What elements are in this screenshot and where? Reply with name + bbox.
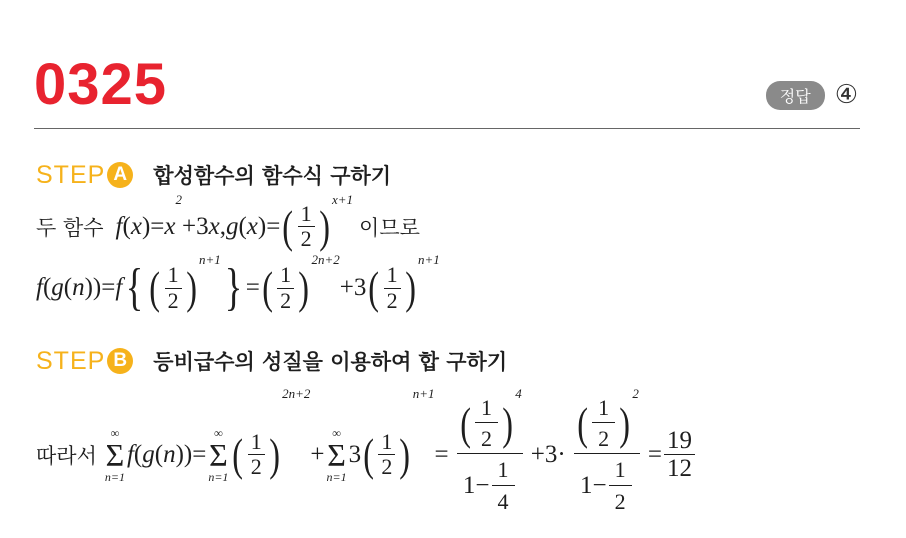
sigma-symbol: ∞ Σ n=1 [208,425,229,484]
series-sum-line: 따라서 ∞ Σ n=1 f(g(n))= ∞ Σ n=1 ( $\frac{1}{2}$ ) 2n+2 + ∞ Σ n=1 3 ( $\frac{1}{2}$ ) n+1 = ( $\frac{1}{2}$ ) 4 1− $\frac{1}{4}$ +3· ( $\frac{1}{2}$ ) 2 1− $\frac{1}{2}$ = $\frac{19}{12}$ [36,396,697,514]
line-prefix: 따라서 [36,443,97,468]
answer-group [766,80,858,110]
sigma-symbol: ∞ Σ n=1 [104,425,125,484]
fraction-half: $\frac{1}{2}$ [298,202,315,251]
geometric-series-fraction-2: ( $\frac{1}{2}$ ) 2 1− $\frac{1}{2}$ [569,396,645,514]
problem-number: 0325 [34,52,168,117]
answer-badge: 정답 [766,81,825,110]
step-label: STEP [36,346,106,375]
step-b-heading [36,346,507,376]
sigma-symbol: ∞ Σ n=1 [326,425,347,484]
fraction-half: $\frac{1}{2}$ [384,263,401,312]
step-title: 합성함수의 함수식 구하기 [153,164,392,188]
composite-function-line: f(g(n))=f { ( $\frac{1}{2}$ ) n+1 } = ( $\frac{1}{2}$ ) 2n+2 +3 ( $\frac{1}{2}$ ) n+1 [36,252,440,316]
geometric-series-fraction-1: ( $\frac{1}{2}$ ) 4 1− $\frac{1}{4}$ [452,396,528,514]
step-a-heading [36,160,391,190]
fraction-half: $\frac{1}{2}$ [378,430,395,479]
step-title: 등비급수의 성질을 이용하여 합 구하기 [153,350,508,374]
title-divider [34,128,860,129]
f-definition-rest: +3x,g(x)= [181,212,281,240]
line-prefix: 두 함수 [36,215,104,240]
step-letter-badge: B [107,348,133,374]
final-answer-fraction: $\frac{19}{12}$ [664,427,695,483]
step-letter-badge: A [107,162,133,188]
fraction-half: $\frac{1}{2}$ [165,263,182,312]
step-label: STEP [36,160,106,189]
answer-value: ④ [834,80,858,110]
fraction-half: $\frac{1}{2}$ [248,430,265,479]
function-definition-line: 두 함수 f(x)=x 2 +3x,g(x)= ( $\frac{1}{2}$ ) x+1 이므로 [36,192,420,252]
line-suffix: 이므로 [359,215,420,240]
f-definition: f(x)=x [115,212,176,240]
fraction-half: $\frac{1}{2}$ [277,263,294,312]
